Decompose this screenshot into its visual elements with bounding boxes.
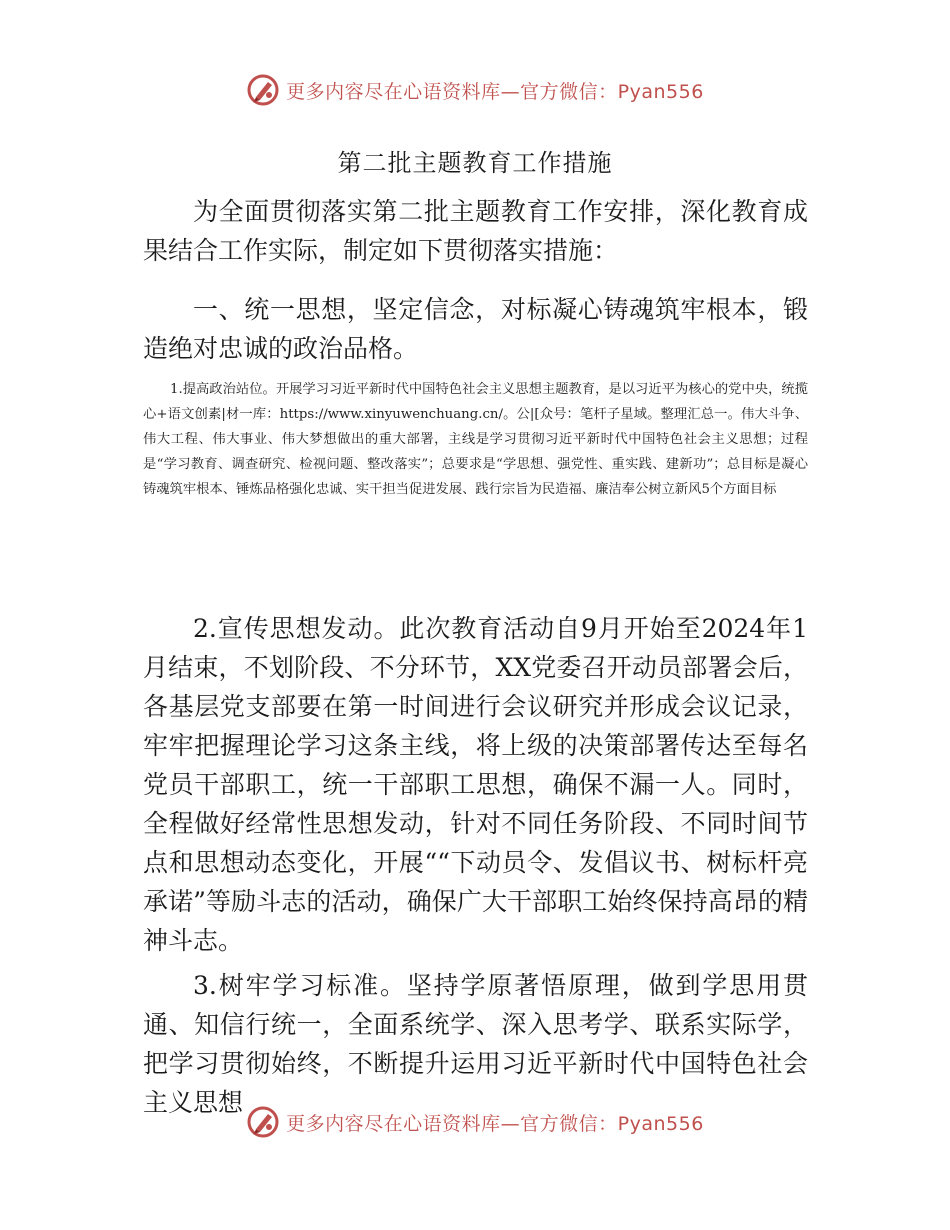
item-1-paragraph: 1.提高政治站位。开展学习习近平新时代中国特色社会主义思想主题教育，是以习近平为核心的党中央，统揽心+语文创素|材一库：https://www.xinyuwenchuang.cn/。公|[众号：笔杆子星域。整理汇总一。伟大斗争、伟大工程、伟大事业、伟大梦想做出的重大部署，主线是学习贯彻习近平新时代中国特色社会主义思想；过程是“学习教育、调查研究、检视问题、整改落实”；总要求是“学思想、强党性、重实践、建新功”；总目标是凝心铸魂筑牢根本、锤炼品格强化忠诚、实干担当促进发展、践行宗旨为民造福、廉洁奉公树立新风5个方面目标 [143, 382, 808, 497]
red-pen-logo-icon [246, 73, 280, 107]
intro-paragraph: 为全面贯彻落实第二批主题教育工作安排，深化教育成果结合工作实际，制定如下贯彻落实措施： [143, 197, 808, 265]
banner-text: 更多内容尽在心语资料库—官方微信：Pyan556 [286, 1112, 704, 1135]
footer-banner [0, 1102, 950, 1142]
header-banner [0, 70, 950, 110]
item-2-paragraph: 2.宣传思想发动。此次教育活动自9月开始至2024年1月结束，不划阶段、不分环节，XX党委召开动员部署会后，各基层党支部要在第一时间进行会议研究并形成会议记录，牢牢把握理论学习这条主线，将上级的决策部署传达至每名党员干部职工，统一干部职工思想，确保不漏一人。同时，全程做好经常性思想发动，针对不同任务阶段、不同时间节点和思想动态变化，开展““下动员令、发倡议书、树标杆亮承诺”等励斗志的活动，确保广大干部职工始终保持高昂的精神斗志。 [143, 614, 808, 955]
banner-text: 更多内容尽在心语资料库—官方微信：Pyan556 [286, 80, 704, 103]
document-title: 第二批主题教育工作措施 [337, 149, 613, 177]
item-3-paragraph: 3.树牢学习标准。坚持学原著悟原理，做到学思用贯通、知信行统一，全面系统学、深入思考学、联系实际学，把学习贯彻始终，不断提升运用习近平新时代中国特色社会主义思想 [143, 971, 808, 1117]
red-pen-logo-icon [246, 1105, 280, 1139]
section-1-heading: 一、统一思想，坚定信念，对标凝心铸魂筑牢根本，锻造绝对忠诚的政治品格。 [143, 295, 808, 363]
